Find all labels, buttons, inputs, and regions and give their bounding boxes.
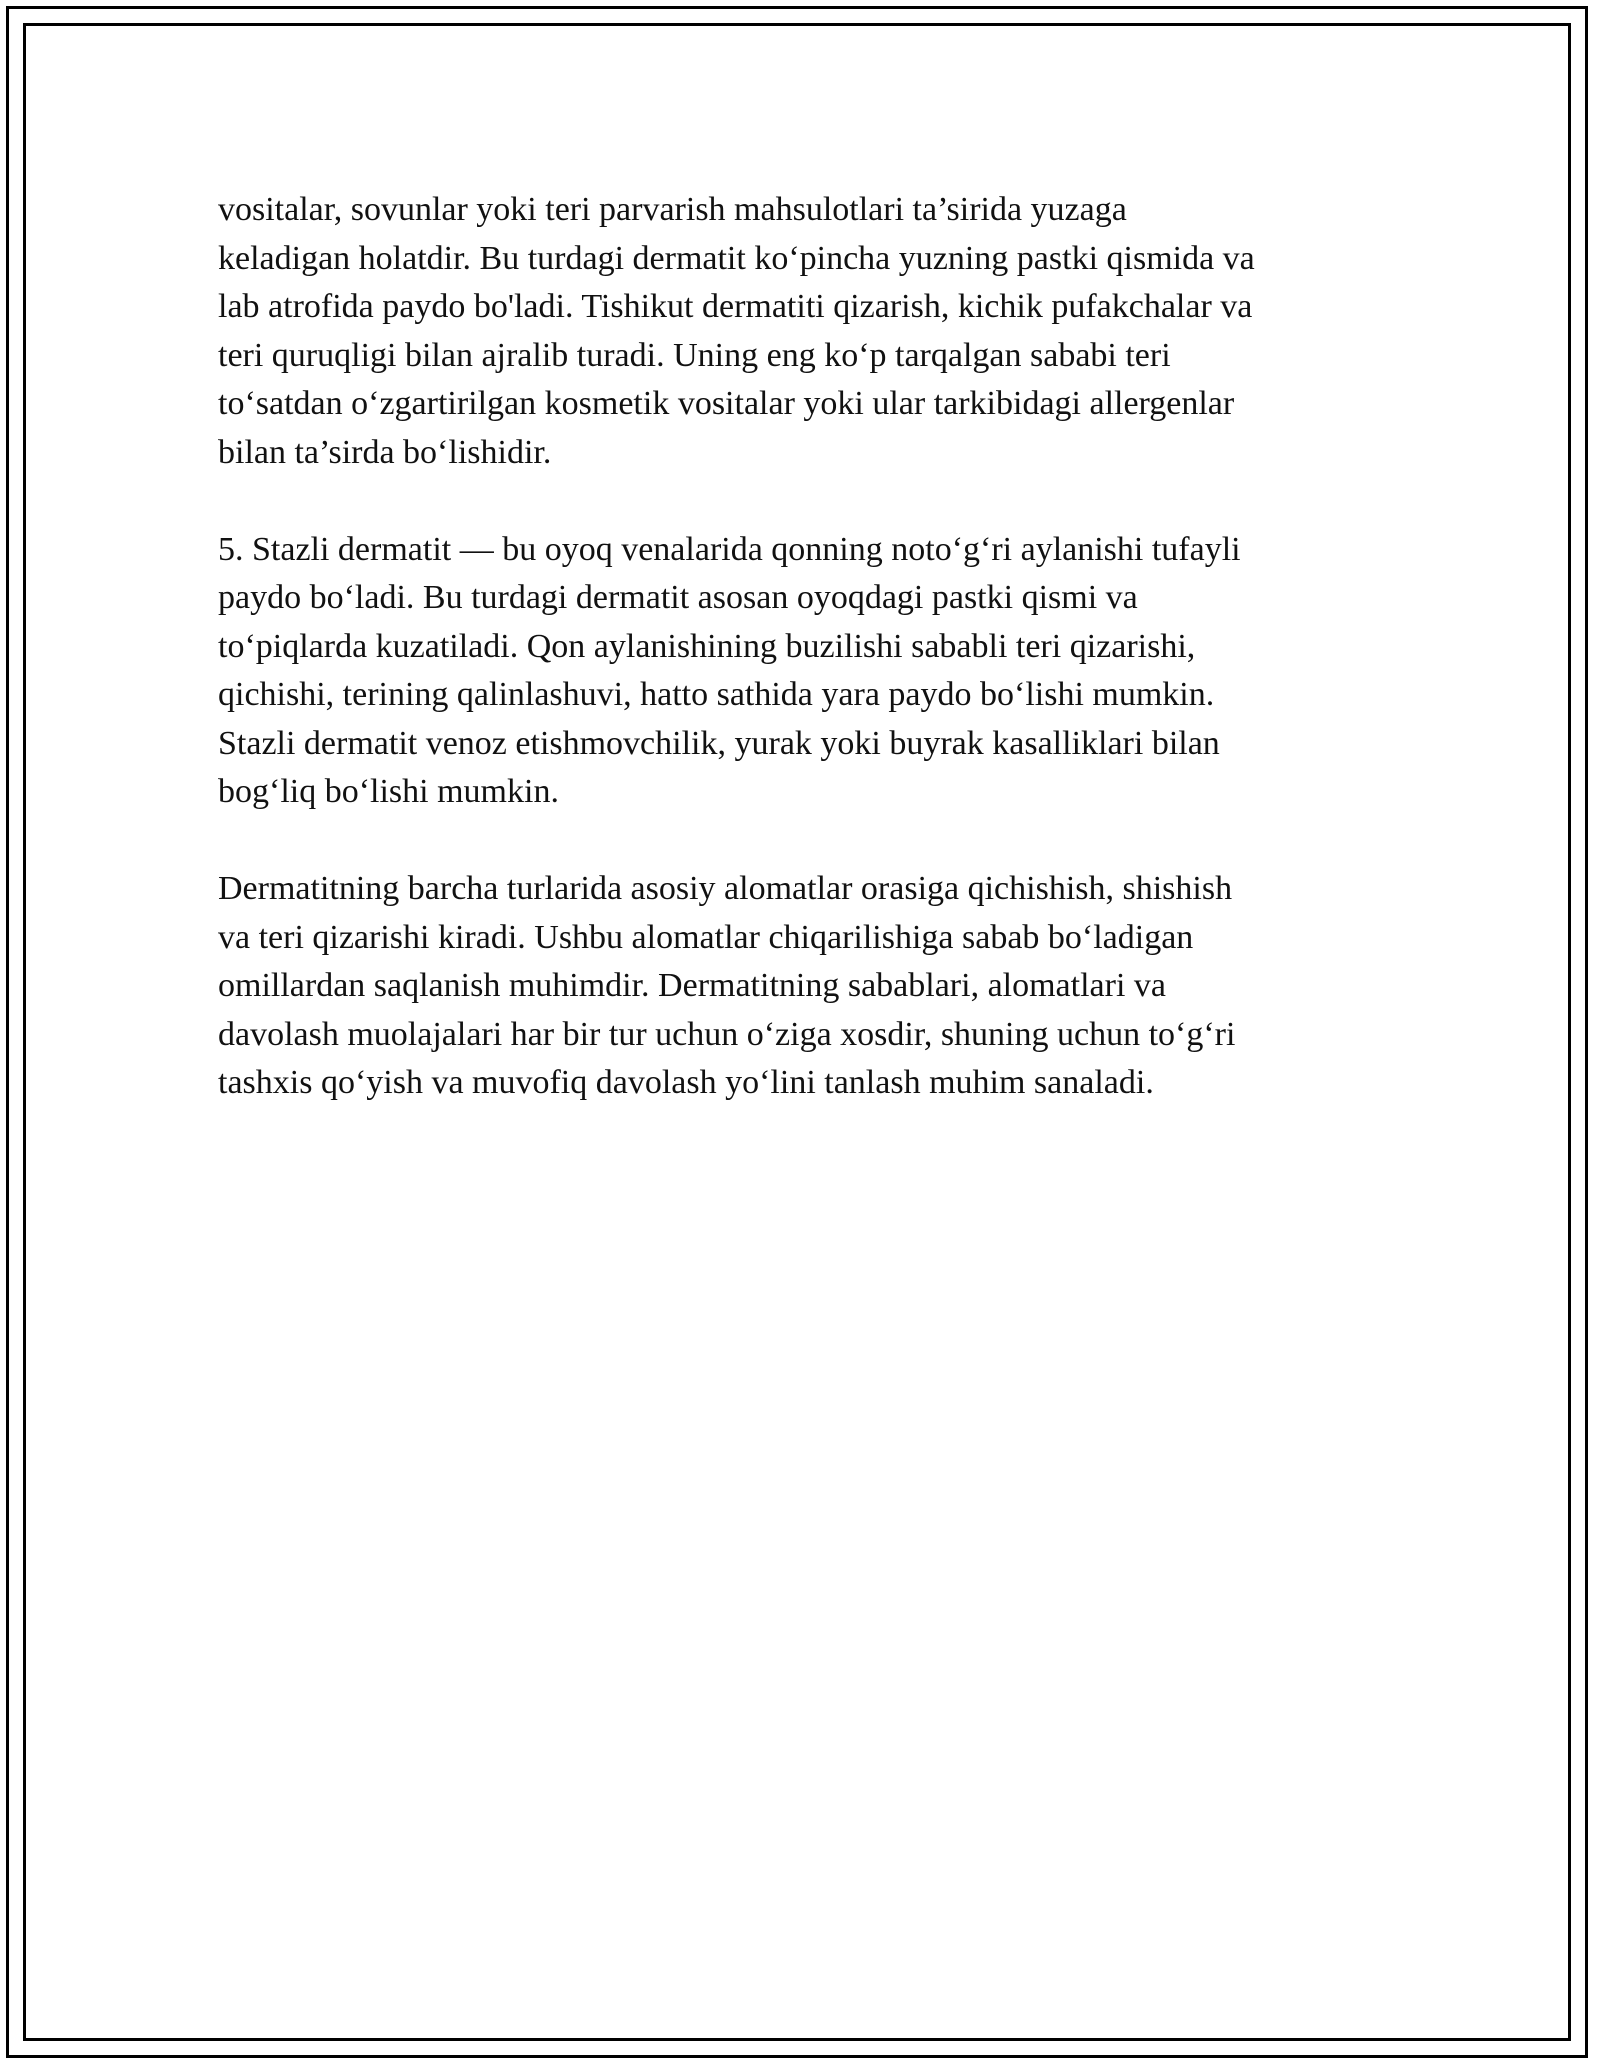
paragraph-tishikut-dermatit: vositalar, sovunlar yoki teri parvarish mahsulotlari ta’sirida yuzaga keladigan holatdir. Bu turdagi dermatit ko‘pincha yuzning pastki qismida va lab atrofida paydo bo'ladi. Tishikut dermatiti qizarish, kichik pufakchalar va teri quruqligi bilan ajralib turadi. Uning eng ko‘p tarqalgan sababi teri to‘satdan o‘zgartirilgan kosmetik vositalar yoki ular tarkibidagi allergenlar bilan ta’sirda bo‘lishidir. xyxy=(218,191,1255,471)
paragraph-summary: Dermatitning barcha turlarida asosiy alomatlar orasiga qichishish, shishish va teri qizarishi kiradi. Ushbu alomatlar chiqarilishiga sabab bo‘ladigan omillardan saqlanish muhimdir. Dermatitning sabablari, alomatlari va davolash muolajalari har bir tur uchun o‘ziga xosdir, shuning uchun to‘g‘ri tashxis qo‘yish va muvofiq davolash yo‘lini tanlash muhim sanaladi. xyxy=(218,870,1236,1101)
paragraph-stazli-dermatit: 5. Stazli dermatit — bu oyoq venalarida qonning noto‘g‘ri aylanishi tufayli paydo bo‘ladi. Bu turdagi dermatit asosan oyoqdagi pastki qismi va to‘piqlarda kuzatiladi. Qon aylanishining buzilishi sababli teri qizarishi, qichishi, terining qalinlashuvi, hatto sathida yara paydo bo‘lishi mumkin. Stazli dermatit venoz etishmovchilik, yurak yoki buyrak kasalliklari bilan bog‘liq bo‘lishi mumkin. xyxy=(218,530,1241,810)
document-body xyxy=(218,186,1368,1156)
